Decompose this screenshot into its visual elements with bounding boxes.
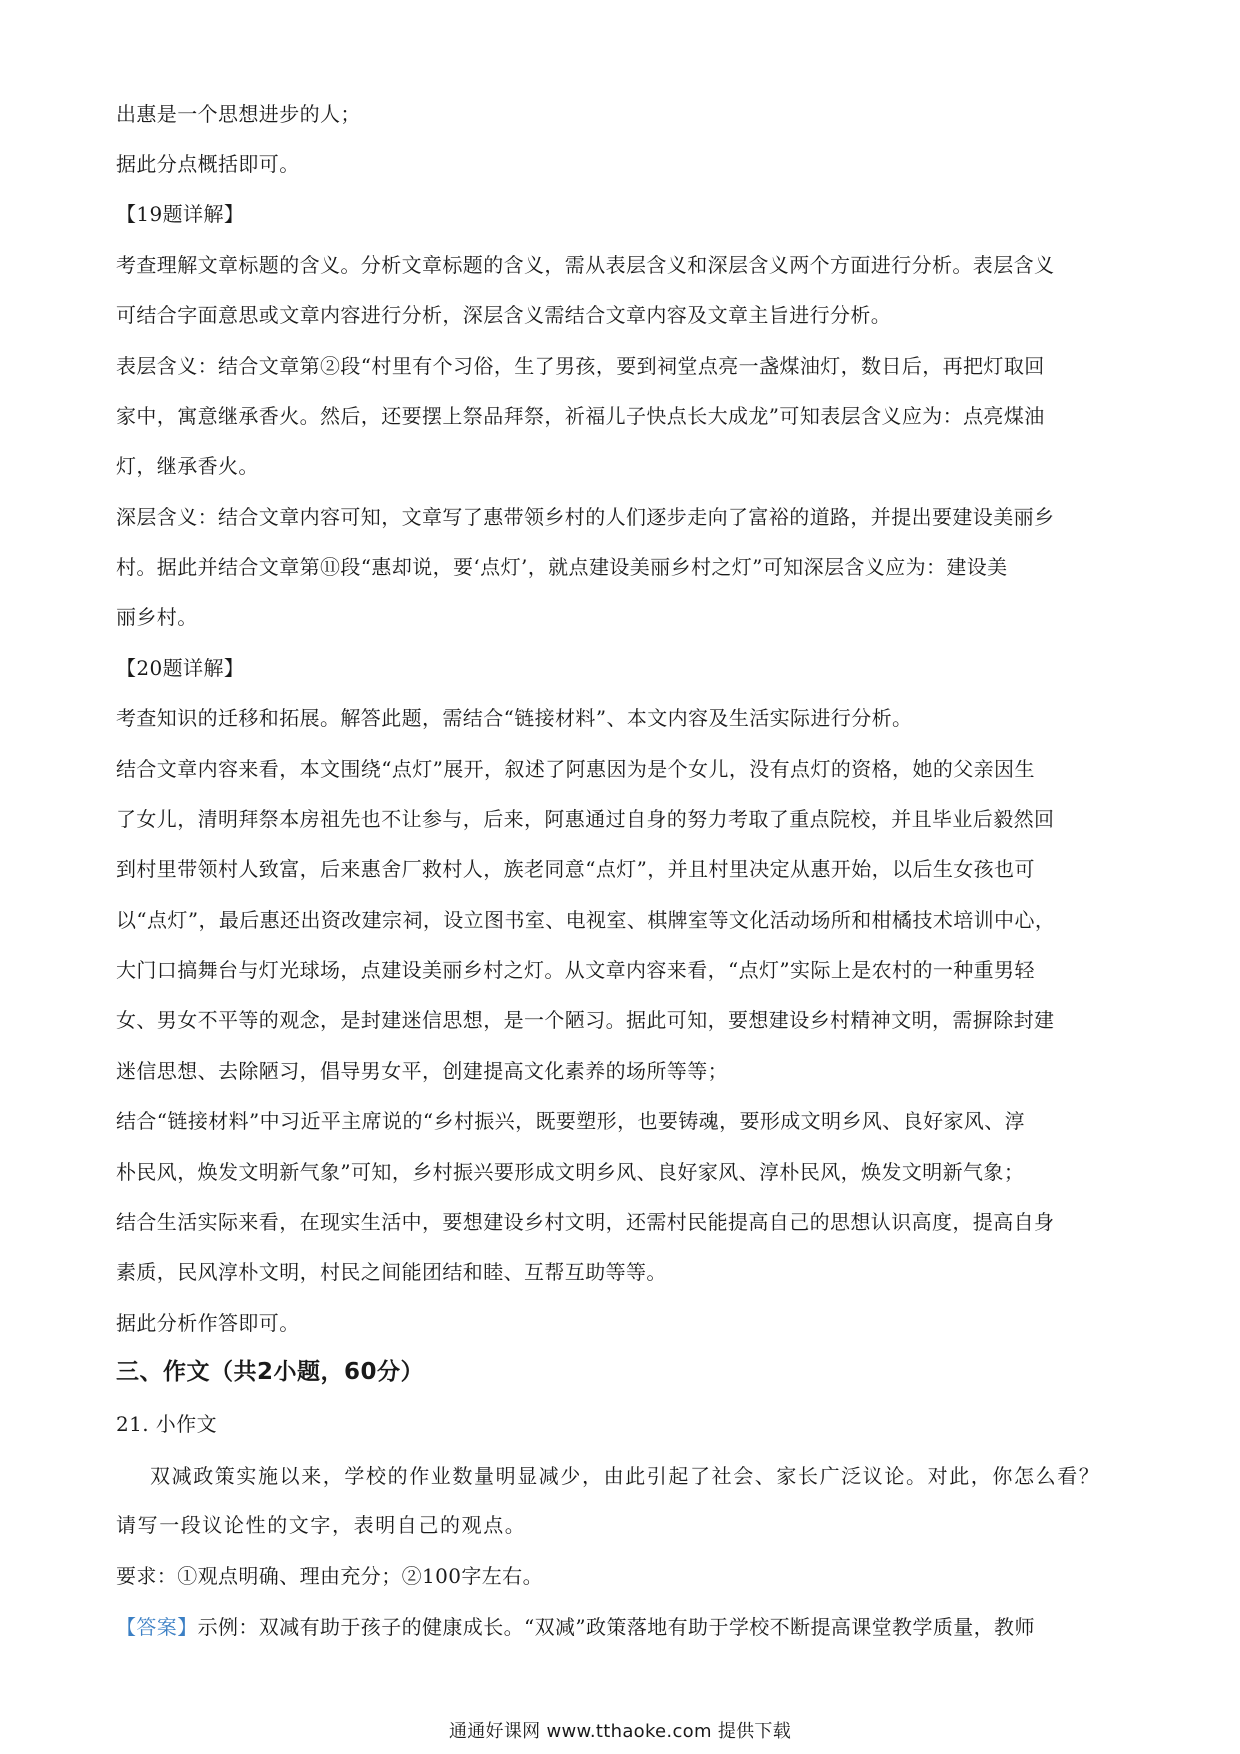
text-line: 结合“链接材料”中习近平主席说的“乡村振兴，既要塑形，也要铸魂，要形成文明乡风、良好家风、淳	[116, 1109, 1026, 1133]
text-line: 结合文章内容来看，本文围绕“点灯”展开，叙述了阿惠因为是个女儿，没有点灯的资格，她的父亲因生	[116, 757, 1035, 781]
text-line: 迷信思想、去除陋习，倡导男女平，创建提高文化素养的场所等等；	[116, 1059, 728, 1083]
text-line: 以“点灯”，最后惠还出资改建宗祠，设立图书室、电视室、棋牌室等文化活动场所和柑橘技术培训中心，	[116, 908, 1056, 932]
text-line: 据此分点概括即可。	[116, 152, 300, 176]
answer-line	[116, 1613, 1136, 1641]
question-title: 21. 小作文	[116, 1412, 217, 1436]
text-line: 表层含义：结合文章第②段“村里有个习俗，生了男孩，要到祠堂点亮一盏煤油灯，数日后，再把灯取回	[116, 354, 1045, 378]
text-line: 了女儿，清明拜祭本房祖先也不让参与，后来，阿惠通过自身的努力考取了重点院校，并且毕业后毅然回	[116, 807, 1055, 831]
text-line: 灯，继承香火。	[116, 454, 259, 478]
text-line: 大门口搞舞台与灯光球场，点建设美丽乡村之灯。从文章内容来看，“点灯”实际上是农村的一种重男轻	[116, 958, 1035, 982]
text-line: 考查理解文章标题的含义。分析文章标题的含义，需从表层含义和深层含义两个方面进行分析。表层含义	[116, 253, 1055, 277]
text-line: 出惠是一个思想进步的人；	[116, 102, 361, 126]
requirement-text: 要求：①观点明确、理由充分；②100字左右。	[116, 1564, 543, 1588]
text-line: 家中，寓意继承香火。然后，还要摆上祭品拜祭，祈福儿子快点长大成龙”可知表层含义应为：点亮煤油	[116, 404, 1045, 428]
text-line: 结合生活实际来看，在现实生活中，要想建设乡村文明，还需村民能提高自己的思想认识高度，提高自身	[116, 1210, 1055, 1234]
answer-tag: 【答案】	[116, 1615, 198, 1639]
text-line: 村。据此并结合文章第⑪段“惠却说，要‘点灯’，就点建设美丽乡村之灯”可知深层含义应为：建设美	[116, 555, 1008, 579]
prompt-text: 双减政策实施以来，学校的作业数量明显减少，由此引起了社会、家长广泛议论。对此，你怎么看？	[150, 1464, 1101, 1488]
text-line: 深层含义：结合文章内容可知，文章写了惠带领乡村的人们逐步走向了富裕的道路，并提出要建设美丽乡	[116, 505, 1055, 529]
section-heading: 三、作文（共2小题，60分）	[116, 1359, 425, 1385]
subsection-heading: 【19题详解】	[116, 202, 245, 226]
text-line: 女、男女不平等的观念，是封建迷信思想，是一个陋习。据此可知，要想建设乡村精神文明，需摒除封建	[116, 1008, 1055, 1032]
text-line: 考查知识的迁移和拓展。解答此题，需结合“链接材料”、本文内容及生活实际进行分析。	[116, 706, 913, 730]
answer-text: 示例：双减有助于孩子的健康成长。“双减”政策落地有助于学校不断提高课堂教学质量，教师	[197, 1615, 1035, 1639]
page-footer: 通通好课网 www.tthaoke.com 提供下载	[448, 1721, 792, 1742]
text-line: 据此分析作答即可。	[116, 1311, 300, 1335]
text-line: 可结合字面意思或文章内容进行分析，深层含义需结合文章内容及文章主旨进行分析。	[116, 303, 892, 327]
text-line: 到村里带领村人致富，后来惠舍厂救村人，族老同意“点灯”，并且村里决定从惠开始，以后生女孩也可	[116, 857, 1035, 881]
text-line: 丽乡村。	[116, 605, 198, 629]
text-line: 朴民风，焕发文明新气象”可知，乡村振兴要形成文明乡风、良好家风、淳朴民风，焕发文明新气象；	[116, 1160, 1025, 1184]
text-line: 素质，民风淳朴文明，村民之间能团结和睦、互帮互助等等。	[116, 1260, 667, 1284]
subsection-heading: 【20题详解】	[116, 656, 245, 680]
prompt-text: 请写一段议论性的文字，表明自己的观点。	[116, 1513, 527, 1537]
